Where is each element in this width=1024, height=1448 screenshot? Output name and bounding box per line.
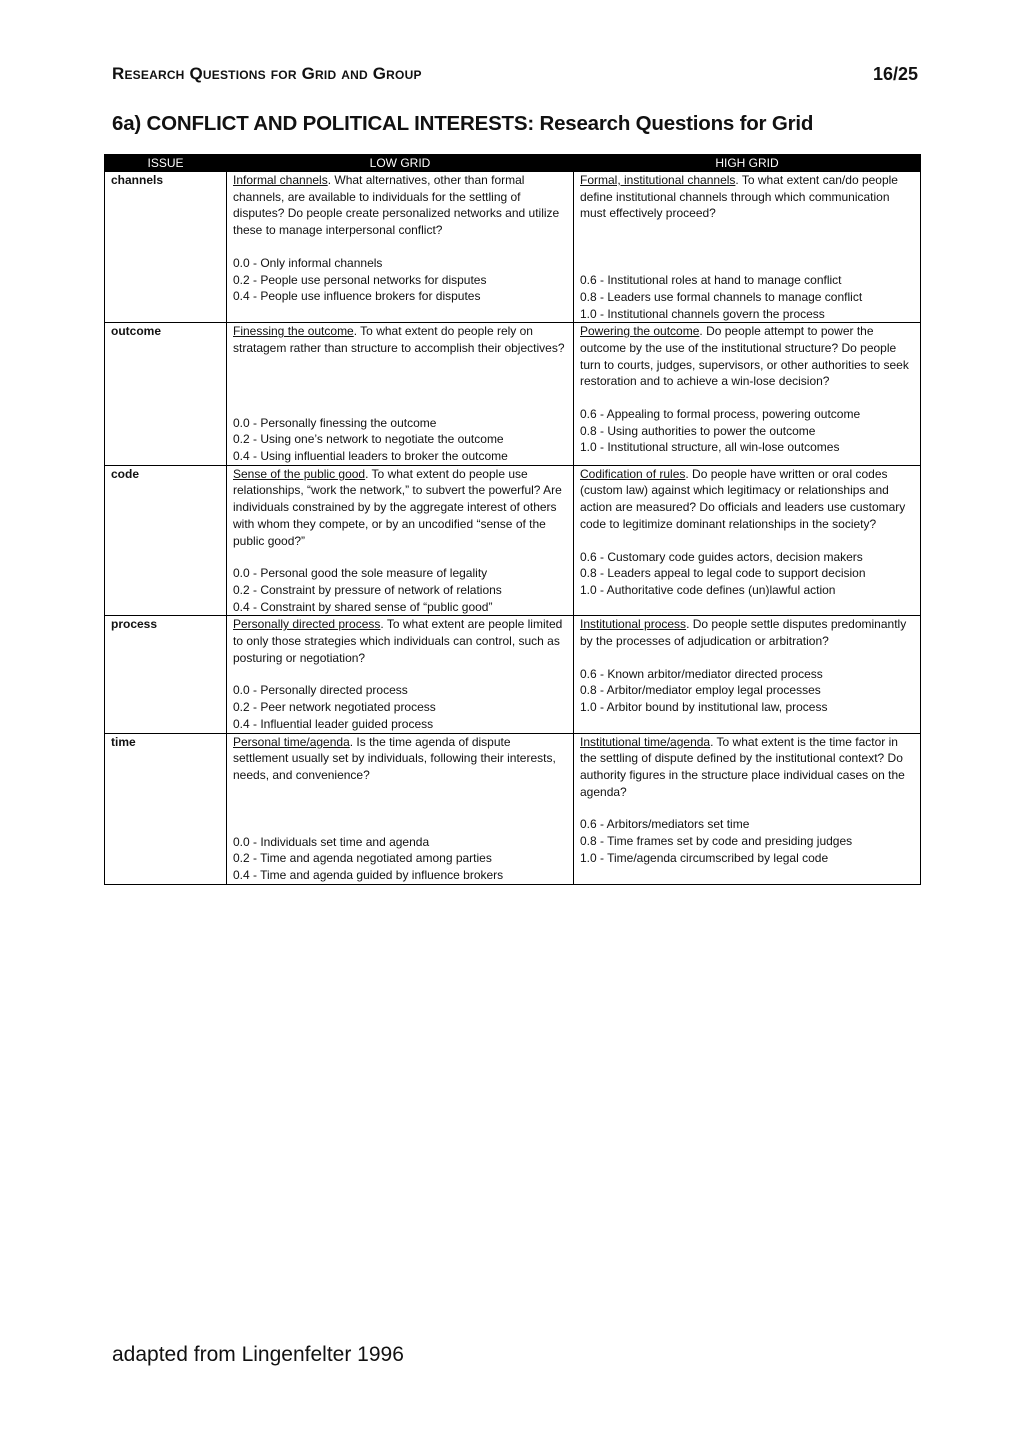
high-grid-cell: [574, 616, 921, 733]
column-header-issue: ISSUE: [105, 155, 227, 172]
scale-item: 0.8 - Using authorities to power the outcome: [580, 423, 816, 438]
issue-cell: channels: [105, 172, 227, 323]
table-row: [105, 323, 921, 466]
scale-item: 0.6 - Customary code guides actors, decision makers: [580, 549, 863, 564]
question-text: . To what extent can/do people define institutional channels through which communication must effectively proceed?: [580, 173, 898, 221]
issue-cell: outcome: [105, 323, 227, 466]
question-term: Personal time/agenda: [233, 734, 350, 749]
spacer: [233, 549, 569, 565]
column-header-high-grid: HIGH GRID: [574, 155, 921, 172]
spacer: [233, 784, 569, 834]
high-grid-cell: [574, 172, 921, 323]
scale-item: 0.0 - Only informal channels: [233, 255, 383, 270]
question-term: Finessing the outcome: [233, 324, 354, 339]
low-grid-scale: [233, 682, 569, 732]
scale-item: 1.0 - Institutional channels govern the process: [580, 306, 825, 321]
spacer: [580, 222, 916, 272]
running-header: [112, 64, 918, 88]
high-grid-scale: [580, 816, 916, 866]
spacer: [233, 239, 569, 255]
question-text: . To what extent is the time factor in the settling of dispute defined by the institutional context? Do authority figures in the structure place individual cases on the agenda?: [580, 734, 905, 799]
spacer: [580, 800, 916, 816]
column-header-low-grid: LOW GRID: [227, 155, 574, 172]
question-text: . To what extent do people use relationships, “work the network,” to subvert the powerful? Are individuals constrained by by the aggregate interest of others with whom they compete, or by an uncodified “sense of the public good?”: [233, 466, 562, 548]
high-grid-scale: [580, 666, 916, 716]
question-text: . Do people settle disputes predominantly by the processes of adjudication or arbitration?: [580, 617, 907, 649]
scale-item: 0.8 - Leaders appeal to legal code to support decision: [580, 566, 866, 581]
question-text: . To what extent do people rely on stratagem rather than structure to accomplish their objectives?: [233, 324, 565, 355]
scale-item: 0.2 - Using one’s network to negotiate the outcome: [233, 432, 504, 447]
low-grid-question: [233, 466, 569, 550]
question-text: . Do people have written or oral codes (custom law) against which legitimacy or relationships and action are measured? Do officials and leaders use customary code to legitimize dominant relationships in the society?: [580, 466, 906, 531]
spacer: [233, 666, 569, 682]
table-row: [105, 465, 921, 616]
question-term: Personally directed process: [233, 617, 381, 632]
scale-item: 1.0 - Authoritative code defines (un)lawful action: [580, 582, 836, 597]
scale-item: 0.4 - Constraint by shared sense of “public good”: [233, 599, 493, 614]
scale-item: 0.6 - Institutional roles at hand to manage conflict: [580, 273, 842, 288]
spacer: [580, 390, 916, 406]
scale-item: 1.0 - Institutional structure, all win-lose outcomes: [580, 440, 840, 455]
scale-item: 0.4 - People use influence brokers for disputes: [233, 289, 481, 304]
scale-item: 0.6 - Arbitors/mediators set time: [580, 817, 750, 832]
low-grid-question: [233, 323, 569, 356]
research-questions-table: [104, 154, 921, 885]
high-grid-cell: [574, 323, 921, 466]
low-grid-scale: [233, 255, 569, 305]
spacer: [233, 357, 569, 415]
high-grid-scale: [580, 406, 916, 456]
question-term: Institutional process: [580, 617, 687, 632]
source-attribution: adapted from Lingenfelter 1996: [112, 1343, 404, 1366]
table-row: [105, 616, 921, 733]
low-grid-cell: [227, 733, 574, 884]
table-header-row: [105, 155, 921, 172]
scale-item: 0.4 - Influential leader guided process: [233, 716, 434, 731]
low-grid-cell: [227, 465, 574, 616]
high-grid-question: [580, 323, 916, 390]
question-term: Codification of rules: [580, 466, 686, 481]
spacer: [580, 533, 916, 549]
question-text: . What alternatives, other than formal channels, are available to individuals for the settling of disputes? Do people create personalized networks and utilize these to manage interpersonal conflict?: [233, 173, 560, 238]
issue-cell: time: [105, 733, 227, 884]
scale-item: 0.0 - Personally directed process: [233, 683, 408, 698]
high-grid-cell: [574, 465, 921, 616]
scale-item: 0.8 - Time frames set by code and presiding judges: [580, 834, 853, 849]
low-grid-cell: [227, 323, 574, 466]
issue-cell: code: [105, 465, 227, 616]
low-grid-question: [233, 734, 569, 784]
spacer: [580, 650, 916, 666]
running-title: Research Questions for Grid and Group: [112, 64, 422, 83]
scale-item: 0.2 - People use personal networks for disputes: [233, 272, 487, 287]
low-grid-question: [233, 616, 569, 666]
question-term: Informal channels: [233, 173, 328, 187]
high-grid-cell: [574, 733, 921, 884]
question-text: . Do people attempt to power the outcome by the use of the institutional structure? Do people turn to courts, judges, supervisors, or other authorities to seek restoration and to achieve a win-lose decision?: [580, 324, 909, 389]
question-text: . Is the time agenda of dispute settlement usually set by individuals, following their interests, needs, and convenience?: [233, 734, 556, 782]
low-grid-cell: [227, 616, 574, 733]
scale-item: 0.4 - Time and agenda guided by influence brokers: [233, 868, 504, 883]
question-term: Powering the outcome: [580, 324, 700, 339]
scale-item: 0.4 - Using influential leaders to broker the outcome: [233, 449, 508, 464]
scale-item: 1.0 - Arbitor bound by institutional law, process: [580, 700, 828, 715]
table-row: [105, 172, 921, 323]
low-grid-question: [233, 172, 569, 239]
high-grid-question: [580, 734, 916, 801]
page-number: 16/25: [872, 64, 918, 84]
high-grid-scale: [580, 272, 916, 322]
table-row: [105, 733, 921, 884]
high-grid-scale: [580, 549, 916, 599]
issue-cell: process: [105, 616, 227, 733]
scale-item: 1.0 - Time/agenda circumscribed by legal code: [580, 850, 829, 865]
scale-item: 0.2 - Constraint by pressure of network of relations: [233, 582, 502, 597]
question-term: Formal, institutional channels: [580, 173, 736, 187]
low-grid-scale: [233, 415, 569, 465]
scale-item: 0.2 - Peer network negotiated process: [233, 700, 436, 715]
section-title: 6a) CONFLICT AND POLITICAL INTERESTS: Research Questions for Grid: [112, 112, 814, 135]
scale-item: 0.0 - Personal good the sole measure of legality: [233, 566, 488, 581]
high-grid-question: [580, 466, 916, 533]
question-term: Institutional time/agenda: [580, 734, 711, 749]
scale-item: 0.8 - Arbitor/mediator employ legal processes: [580, 683, 821, 698]
high-grid-question: [580, 616, 916, 649]
low-grid-scale: [233, 565, 569, 615]
scale-item: 0.8 - Leaders use formal channels to manage conflict: [580, 289, 863, 304]
low-grid-cell: [227, 172, 574, 323]
scale-item: 0.6 - Appealing to formal process, powering outcome: [580, 407, 861, 422]
question-text: . To what extent are people limited to only those strategies which individuals can control, such as posturing or negotiation?: [233, 617, 563, 665]
high-grid-question: [580, 172, 916, 222]
scale-item: 0.0 - Personally finessing the outcome: [233, 415, 437, 430]
scale-item: 0.0 - Individuals set time and agenda: [233, 834, 430, 849]
low-grid-scale: [233, 834, 569, 884]
scale-item: 0.2 - Time and agenda negotiated among parties: [233, 851, 492, 866]
question-term: Sense of the public good: [233, 466, 366, 481]
scale-item: 0.6 - Known arbitor/mediator directed process: [580, 666, 823, 681]
